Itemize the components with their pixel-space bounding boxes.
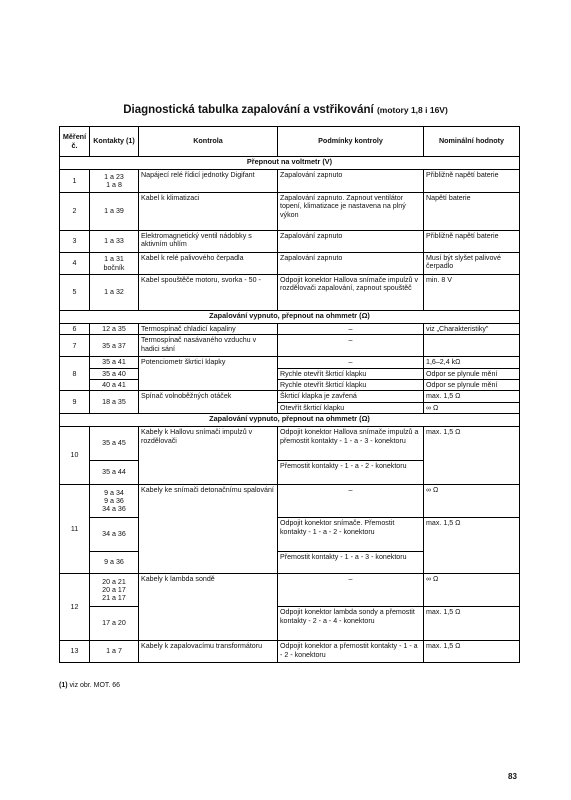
table-row: 4 1 a 31 bočník Kabel k relé palivového čerpadla Zapalování zapnuto Musí být slyšet palivové čerpadlo: [60, 253, 520, 275]
table-row: 8 35 a 41 Potenciometr škrticí klapky – 1,6–2,4 kΩ: [60, 357, 520, 368]
table-header-row: [60, 127, 520, 157]
table-row: 34 a 36 Odpojit konektor snímače. Přemostit kontakty - 1 - a - 2 - konektoru max. 1,5 Ω: [60, 518, 520, 552]
table-row: 40 a 41 Rychle otevřít škrticí klapku Odpor se plynule mění: [60, 380, 520, 391]
diagnostic-table: [59, 126, 520, 663]
table-row: 5 1 a 32 Kabel spouštěče motoru, svorka - 50 - Odpojit konektor Hallova snímače impulzů v rozdělovači zapalování, zapnout spouštěč min. 8 V: [60, 275, 520, 311]
table-row: 7 35 a 37 Termospínač nasávaného vzduchu v hadici sání –: [60, 335, 520, 357]
section-row: Přepnout na voltmetr (V): [60, 157, 520, 170]
header-podminky: Podmínky kontroly: [278, 127, 424, 157]
table-row: 11 9 a 34 9 a 36 34 a 36 Kabely ke snímači detonačnímu spalování – ∞ Ω: [60, 485, 520, 518]
footnote: (1) viz obr. MOT. 66: [59, 682, 121, 689]
table-row: 35 a 44 Přemostit kontakty - 1 - a - 2 - konektoru: [60, 461, 520, 485]
header-mereni: Měření č.: [60, 127, 90, 157]
section-row: Zapalování vypnuto, přepnout na ohmmetr (Ω): [60, 311, 520, 324]
table-row: 3 1 a 33 Elektromagnetický ventil nádobky s aktivním uhlím Zapalování zapnuto Přibližně napětí baterie: [60, 231, 520, 253]
page-number: 83: [508, 772, 517, 781]
table-row: 17 a 20 Odpojit konektor lambda sondy a přemostit kontakty - 2 - a - 4 - konektoru max. 1,5 Ω: [60, 607, 520, 641]
table-row: 9 a 36 Přemostit kontakty - 1 - a - 3 - konektoru: [60, 552, 520, 574]
header-hodnoty: Nominální hodnoty: [424, 127, 520, 157]
section-row: Zapalování vypnuto, přepnout na ohmmetr (Ω): [60, 414, 520, 427]
table-row: 13 1 a 7 Kabely k zapalovacímu transformátoru Odpojit konektor a přemostit kontakty - 1 - a - 2 - konektoru max. 1,5 Ω: [60, 641, 520, 663]
table-row: 12 20 a 21 20 a 17 21 a 17 Kabely k lambda sondě – ∞ Ω: [60, 574, 520, 607]
table-row: 6 12 a 35 Termospínač chladicí kapaliny – viz „Charakteristiky": [60, 324, 520, 335]
table-row: 9 18 a 35 Spínač volnoběžných otáček Škrticí klapka je zavřená max. 1,5 Ω: [60, 391, 520, 402]
header-kontrola: Kontrola: [139, 127, 278, 157]
page-title: Diagnostická tabulka zapalování a vstřikování (motory 1,8 i 16V): [123, 104, 448, 116]
table-row: 2 1 a 39 Kabel k klimatizaci Zapalování zapnuto. Zapnout ventilátor topení, klimatizace je nastavena na plný výkon Napětí baterie: [60, 193, 520, 231]
table-row: 1 1 a 23 1 a 8 Napájecí relé řídicí jednotky Digifant Zapalování zapnuto Přibližně napětí baterie: [60, 170, 520, 193]
table-row: 10 35 a 45 Kabely k Hallovu snímači impulzů v rozdělovači Odpojit konektor Hallova snímače impulzů a přemostit kontakty - 1 - a - 3 - konektoru max. 1,5 Ω: [60, 427, 520, 461]
table-row: Otevřít škrticí klapku ∞ Ω: [60, 402, 520, 413]
table-row: 35 a 40 Rychle otevřít škrticí klapku Odpor se plynule mění: [60, 368, 520, 379]
header-kontakty: Kontakty (1): [90, 127, 139, 157]
